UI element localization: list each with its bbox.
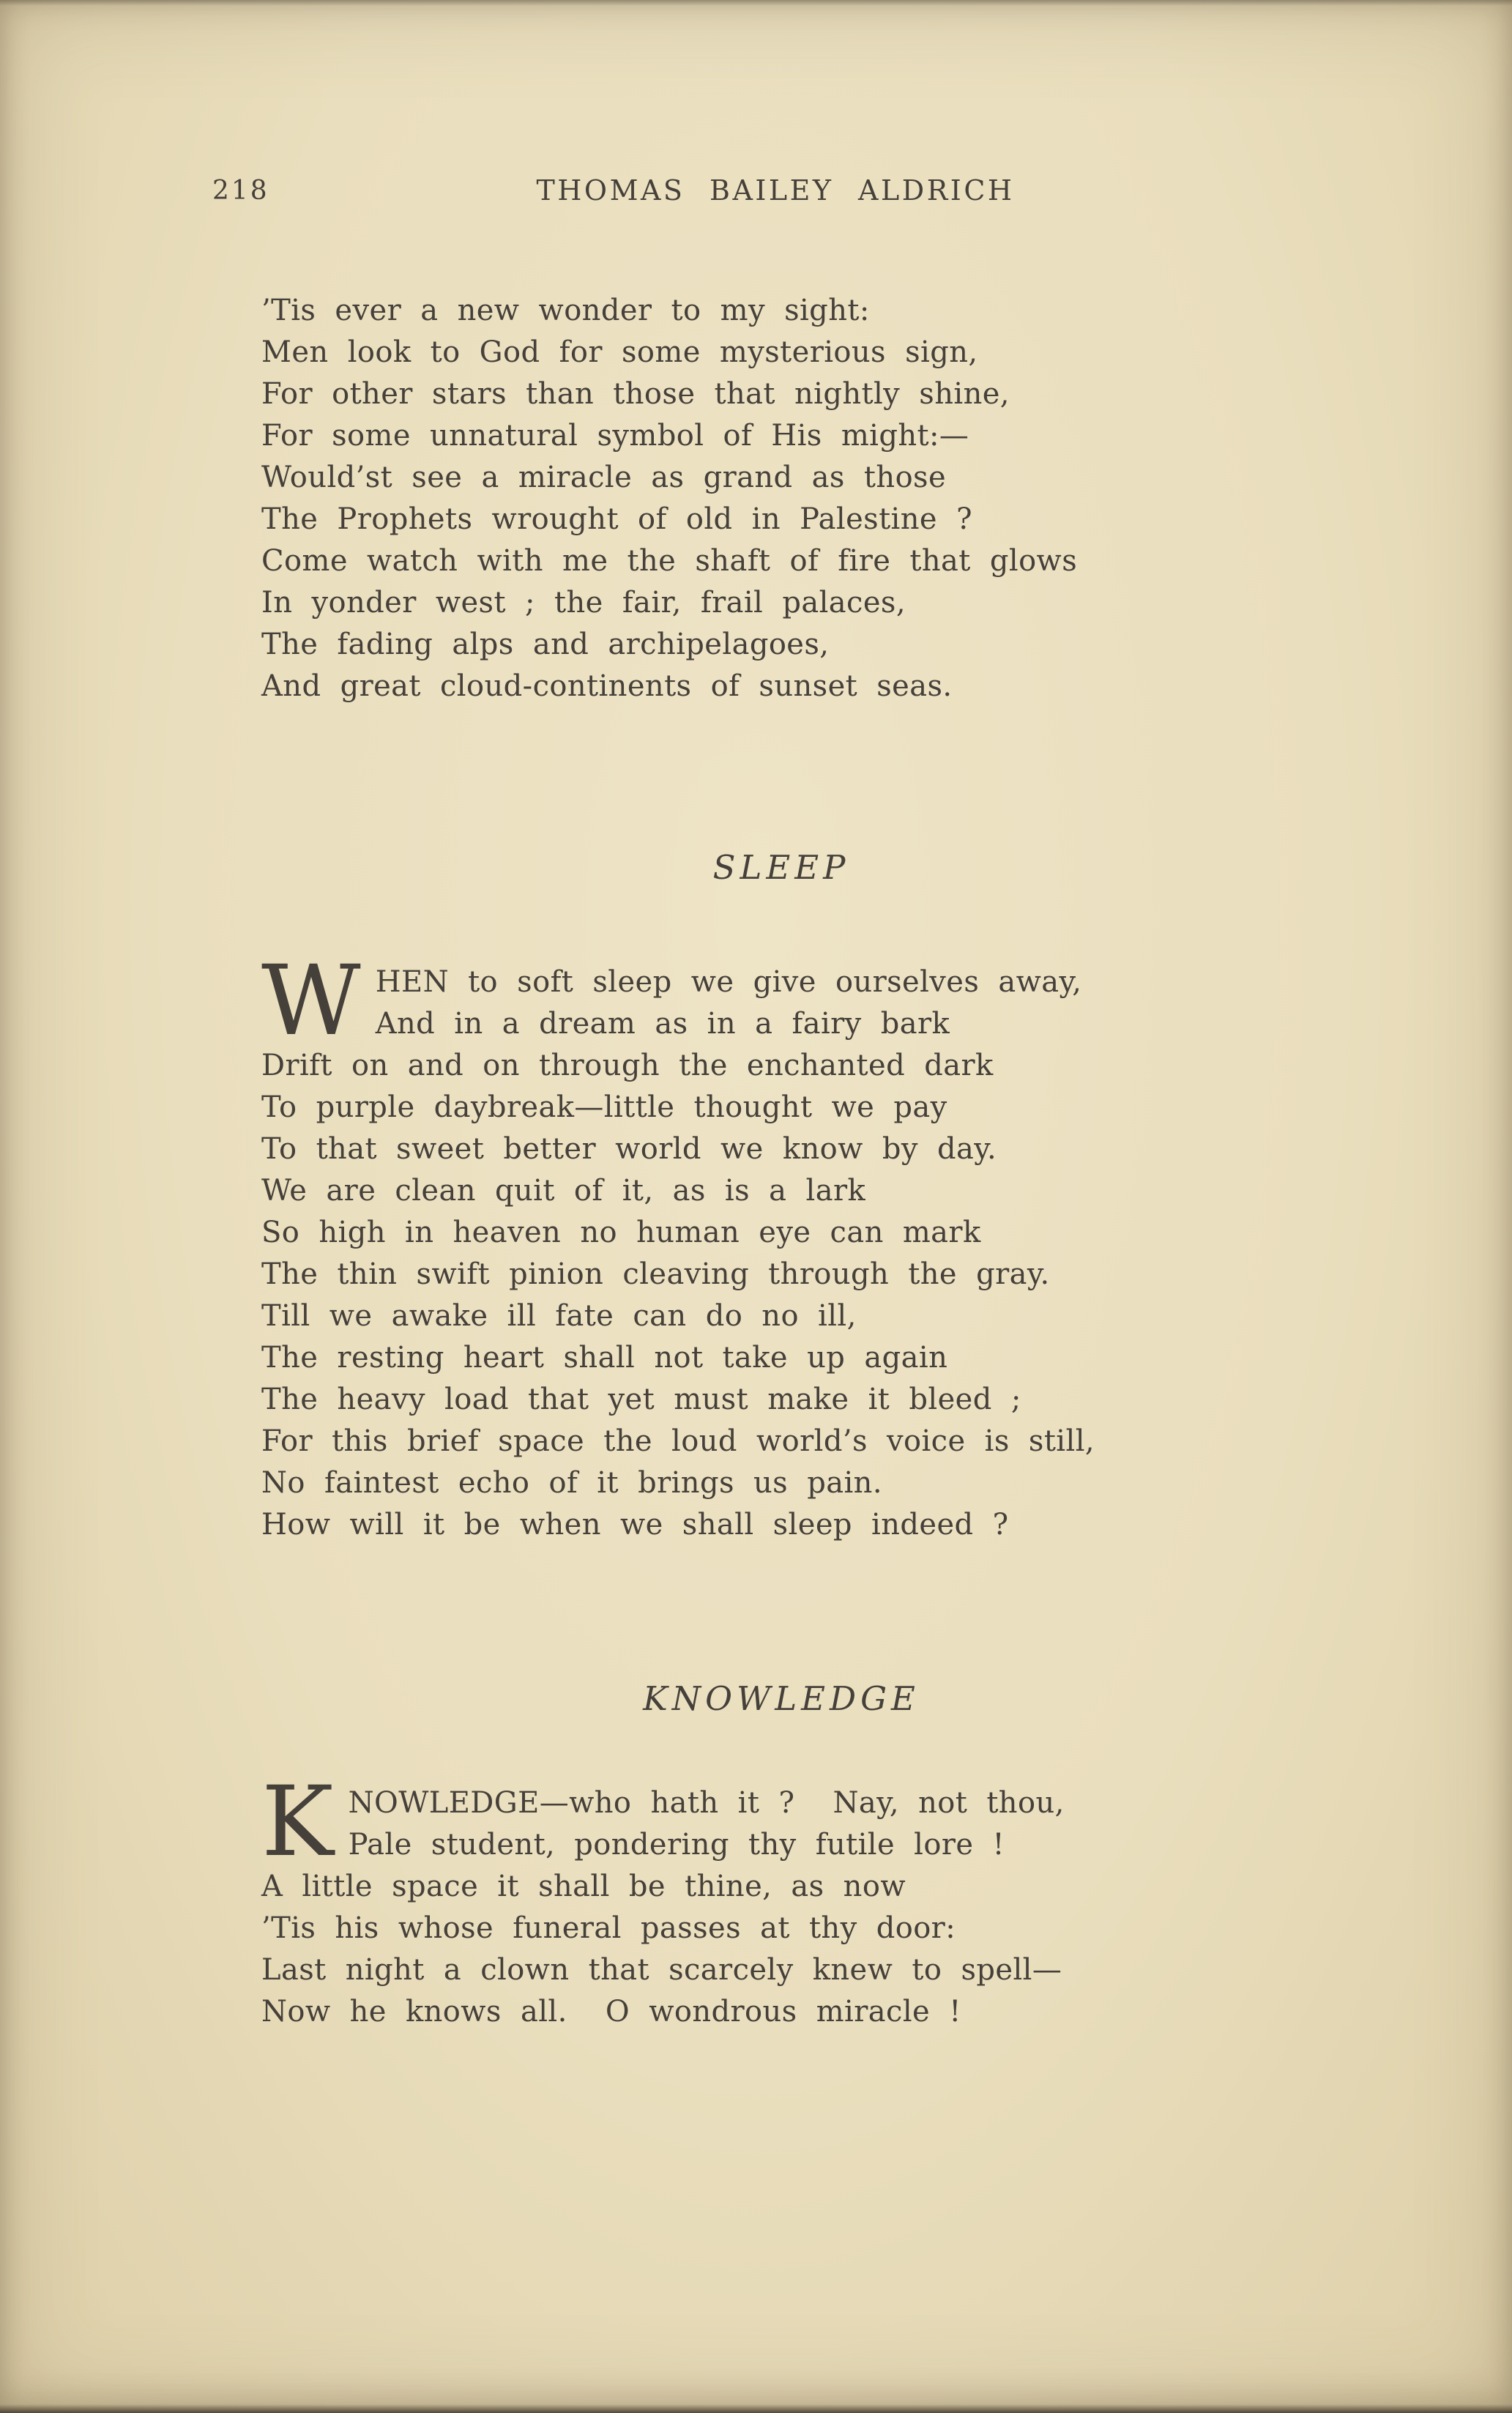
poem-line: To purple daybreak—little thought we pay — [261, 1090, 947, 1124]
poem-line: A little space it shall be thine, as now — [261, 1870, 906, 1903]
poem-title-sleep: SLEEP — [712, 848, 850, 887]
poem-continuation-lines — [261, 290, 1301, 707]
poem-line: To that sweet better world we know by day. — [261, 1132, 997, 1166]
poem-knowledge — [261, 1766, 1301, 2033]
text-column — [261, 290, 1301, 2033]
poem-line: Now he knows all. O wondrous miracle ! — [261, 1995, 961, 2029]
poem-sleep — [261, 945, 1301, 1546]
poem-line-first: NOWLEDGE—who hath it ? Nay, not thou, — [348, 1786, 1065, 1820]
poem-line: The Prophets wrought of old in Palestine ? — [261, 502, 972, 536]
poem-line: So high in heaven no human eye can mark — [261, 1216, 981, 1249]
poem-line: For other stars than those that nightly shine, — [261, 377, 1010, 411]
poem-line: For some unnatural symbol of His might:— — [261, 419, 969, 453]
page-number: 218 — [212, 176, 269, 206]
poem-line: In yonder west ; the fair, frail palaces, — [261, 586, 906, 620]
poem-line: ’Tis his whose funeral passes at thy door: — [261, 1911, 956, 1945]
poem-line: Drift on and on through the enchanted dark — [261, 1049, 994, 1082]
running-title: THOMAS BAILEY ALDRICH — [536, 174, 1015, 207]
drop-cap-w: W — [261, 945, 361, 1057]
poem-line: Would’st see a miracle as grand as those — [261, 461, 947, 494]
poem-line: Men look to God for some mysterious sign, — [261, 335, 978, 369]
poem-line: And great cloud-continents of sunset seas. — [261, 669, 953, 703]
poem-line: How will it be when we shall sleep indeed ? — [261, 1508, 1009, 1542]
poem-continuation — [261, 290, 1301, 707]
poem-line: The thin swift pinion cleaving through the gray. — [261, 1257, 1050, 1291]
poem-title-knowledge: KNOWLEDGE — [643, 1679, 920, 1718]
drop-cap-k: K — [261, 1766, 334, 1878]
poem-line: ’Tis ever a new wonder to my sight: — [261, 294, 870, 327]
poem-sleep-lines — [261, 1045, 1301, 1546]
poem-line-first: HEN to soft sleep we give ourselves away, — [375, 965, 1082, 999]
poem-line-indented: And in a dream as in a fairy bark — [375, 1007, 950, 1041]
poem-line: The resting heart shall not take up again — [261, 1341, 948, 1375]
poem-line: The heavy load that yet must make it bleed ; — [261, 1383, 1021, 1416]
poem-line: Come watch with me the shaft of fire that glows — [261, 544, 1078, 578]
poem-knowledge-lines — [261, 1866, 1301, 2033]
poem-line: No faintest echo of it brings us pain. — [261, 1466, 882, 1500]
poem-line: We are clean quit of it, as is a lark — [261, 1174, 866, 1208]
poem-line-indented: Pale student, pondering thy futile lore ! — [348, 1828, 1005, 1862]
poem-line: Last night a clown that scarcely knew to spell— — [261, 1953, 1062, 1987]
poem-line: Till we awake ill fate can do no ill, — [261, 1299, 857, 1333]
poem-line: The fading alps and archipelagoes, — [261, 628, 830, 661]
poem-line: For this brief space the loud world’s voice is still, — [261, 1424, 1095, 1458]
